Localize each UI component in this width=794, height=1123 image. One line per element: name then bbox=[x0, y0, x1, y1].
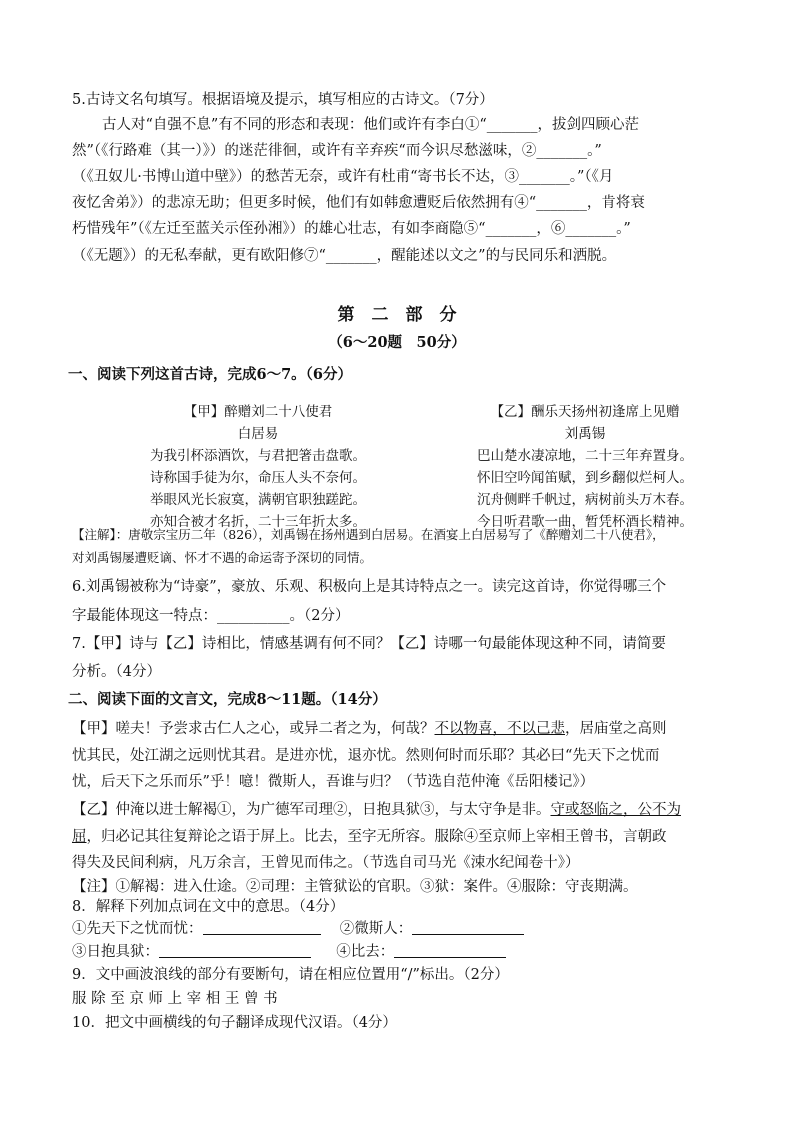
text-note: 【注】①解褐：进入仕途。②司理：主管狱讼的官职。③狱：案件。④服除：守丧期满。 bbox=[72, 879, 638, 895]
text-a-line-1: 【甲】嗟夫！予尝求古仁人之心，或异二者之为，何哉？不以物喜，不以己悲，居庙堂之高则 bbox=[72, 721, 667, 737]
underlined-sentence: 守或怒临之，公不为 bbox=[550, 802, 681, 818]
answer-blank[interactable] bbox=[159, 943, 311, 958]
poem-a-line: 亦知合被才名折，二十三年折太多。 bbox=[150, 514, 366, 530]
poem-note-line-1: 【注解】：唐敬宗宝历二年（826），刘禹锡在扬州遇到白居易。在酒宴上白居易写了《醉赠刘二十八使君》， bbox=[72, 527, 665, 542]
q5-para-line-3: （《丑奴儿·书博山道中壁》）的愁苦无奈，或许有杜甫“寄书长不达，③_______。”（《月 bbox=[72, 169, 614, 185]
poem-b-line: 巴山楚水凄凉地，二十三年弃置身。 bbox=[477, 448, 693, 464]
poem-b-author: 刘禹锡 bbox=[564, 426, 606, 442]
underlined-sentence: 屈 bbox=[72, 829, 87, 845]
q5-para-line-5: 朽惜残年”（《左迁至蓝关示侄孙湘》）的雄心壮志，有如李商隐⑤“_______，⑥_______。” bbox=[72, 221, 631, 237]
section1-title: 一、阅读下列这首古诗，完成6～7。（6分） bbox=[68, 366, 353, 383]
q8-item-1: ①先天下之忧而忧： bbox=[72, 921, 203, 937]
answer-blank[interactable] bbox=[412, 920, 524, 935]
q9-title: 9．文中画波浪线的部分有要断句，请在相应位置用“/”标出。（2分） bbox=[72, 967, 509, 983]
q8-row-1 bbox=[72, 919, 722, 939]
text-a-line-2: 忧其民，处江湖之远则忧其君。是进亦忧，退亦忧。然则何时而乐耶？其必曰“先天下之忧而 bbox=[72, 748, 660, 764]
poem-b-line: 今日听君歌一曲，暂凭杯酒长精神。 bbox=[477, 514, 693, 530]
q6-line-2: 字最能体现这一特点：__________。（2分） bbox=[72, 608, 350, 624]
q8-item-3: ③日抱具狱： bbox=[72, 944, 159, 960]
answer-blank[interactable] bbox=[203, 920, 321, 935]
poem-a-line: 举眼风光长寂寞，满朝官职独蹉跎。 bbox=[150, 492, 366, 508]
poem-b-line: 沉舟侧畔千帆过，病树前头万木春。 bbox=[477, 492, 693, 508]
q9-text: 服 除 至 京 师 上 宰 相 王 曾 书 bbox=[72, 991, 278, 1007]
answer-blank[interactable] bbox=[394, 943, 506, 958]
q7-line-1: 7.【甲】诗与【乙】诗相比，情感基调有何不同？【乙】诗哪一句最能体现这种不同，请简要 bbox=[72, 636, 666, 652]
q8-item-4: ④比去： bbox=[336, 944, 395, 960]
q5-para-line-4: 夜忆舍弟》）的悲凉无助；但更多时候，他们有如韩愈遭贬后依然拥有④“_______，肯将衰 bbox=[72, 195, 645, 211]
q8-title: 8．解释下列加点词在文中的意思。（4分） bbox=[72, 899, 345, 915]
q8-item-2: ②微斯人： bbox=[339, 921, 413, 937]
poem-a bbox=[138, 401, 378, 533]
q8-row-2 bbox=[72, 942, 722, 962]
poem-a-author: 白居易 bbox=[237, 426, 279, 442]
text-a-line-3: 忧，后天下之乐而乐”乎！噫！微斯人，吾谁与归？（节选自范仲淹《岳阳楼记》） bbox=[72, 774, 595, 790]
part2-title: 第 二 部 分 bbox=[337, 305, 457, 325]
q10-title: 10．把文中画横线的句子翻译成现代汉语。（4分） bbox=[72, 1015, 397, 1031]
poem-b-title: 【乙】酬乐天扬州初逢席上见赠 bbox=[490, 404, 680, 420]
q5-para-line-6: （《无题》）的无私奉献，更有欧阳修⑦“_______，醒能述以文之”的与民同乐和洒脱。 bbox=[72, 248, 617, 264]
q7-line-2: 分析。（4分） bbox=[72, 664, 161, 680]
poem-b-line: 怀旧空吟闻笛赋，到乡翻似烂柯人。 bbox=[477, 470, 693, 486]
part2-subtitle: （6～20题 50分） bbox=[328, 334, 466, 351]
q5-para-line-2: 然”（《行路难（其一）》）的迷茫徘徊，或许有辛弃疾“而今识尽愁滋味，②_______。” bbox=[72, 143, 602, 159]
text-b-line-2: 屈，归必记其往复辩论之语于屏上。比去，至字无所容。服除④至京师上宰相王曾书，言朝政 bbox=[72, 829, 667, 845]
q6-line-1: 6.刘禹锡被称为“诗豪”，豪放、乐观、积极向上是其诗特点之一。读完这首诗，你觉得哪三个 bbox=[72, 579, 667, 595]
q5-para-line-1: 古人对“自强不息”有不同的形态和表现：他们或许有李白①“_______，拔剑四顾心茫 bbox=[102, 117, 639, 133]
poem-b bbox=[465, 401, 705, 533]
poem-a-title: 【甲】醉赠刘二十八使君 bbox=[183, 404, 333, 420]
section2-title: 二、阅读下面的文言文，完成8～11题。（14分） bbox=[68, 691, 387, 708]
text-b-line-3: 得失及民间利病，凡万余言，王曾见而伟之。（节选自司马光《涑水纪闻卷十》） bbox=[72, 855, 580, 871]
underlined-sentence: 不以物喜，不以己悲 bbox=[434, 721, 565, 737]
text-b-line-1: 【乙】仲淹以进士解褐①，为广德军司理②，日抱具狱③，与太守争是非。守或怒临之，公不为 bbox=[72, 802, 681, 818]
poem-a-line: 诗称国手徒为尔，命压人头不奈何。 bbox=[150, 470, 366, 486]
poem-note-line-2: 对刘禹锡屡遭贬谪、怀才不遇的命运寄予深切的同情。 bbox=[72, 550, 373, 565]
q5-title: 5.古诗文名句填写。根据语境及提示，填写相应的古诗文。（7分） bbox=[72, 92, 494, 108]
poem-a-line: 为我引杯添酒饮，与君把箸击盘歌。 bbox=[150, 448, 366, 464]
